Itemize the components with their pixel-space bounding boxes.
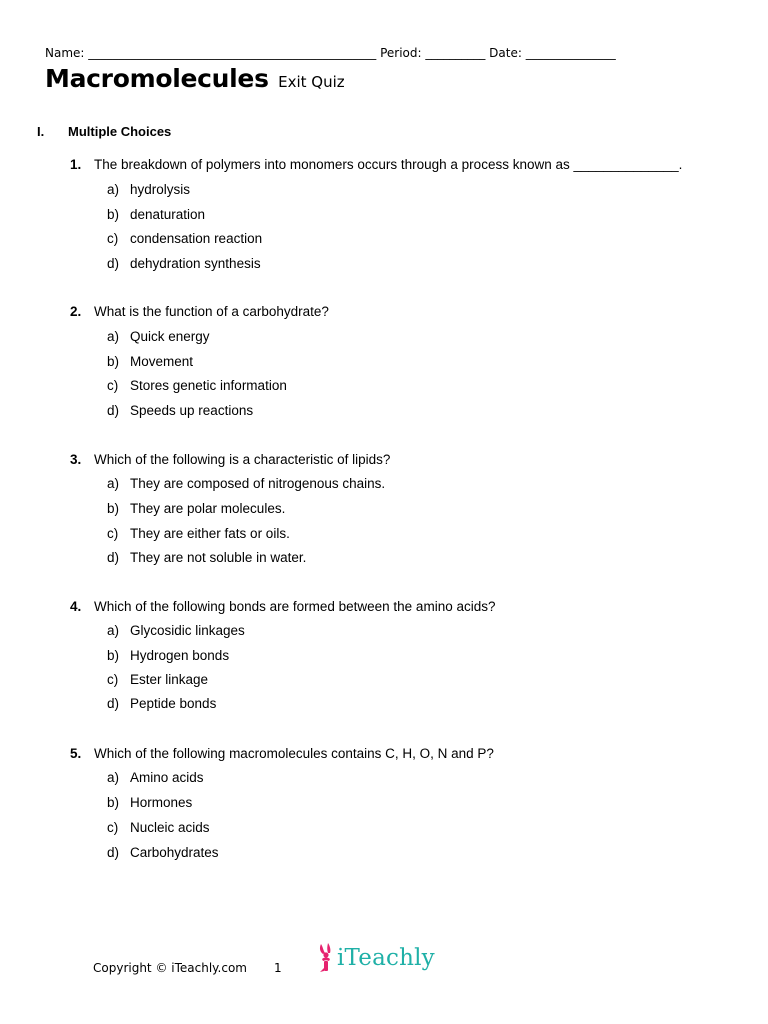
option-letter: d): [107, 550, 120, 565]
option-letter: c): [107, 672, 119, 687]
option-text: Carbohydrates: [130, 845, 219, 860]
option-c: [107, 526, 290, 541]
option-d: [107, 256, 261, 271]
option-letter: c): [107, 378, 119, 393]
question-number: 2.: [70, 304, 82, 319]
option-letter: a): [107, 182, 120, 197]
option-d: [107, 845, 219, 860]
logo-text: iTeachly: [337, 945, 435, 971]
title-main: Macromolecules: [45, 64, 269, 93]
option-letter: b): [107, 501, 120, 516]
section-label: Multiple Choices: [68, 124, 172, 139]
option-c: [107, 672, 208, 687]
option-a: [107, 329, 210, 344]
question-stem: [70, 304, 329, 319]
option-text: Hormones: [130, 795, 193, 810]
section-heading: [37, 124, 171, 139]
option-a: [107, 476, 385, 491]
option-b: [107, 648, 229, 663]
iteachly-logo: [316, 942, 435, 974]
option-letter: a): [107, 770, 120, 785]
question-text: The breakdown of polymers into monomers occurs through a process known as ______________.: [94, 157, 683, 172]
option-c: [107, 231, 262, 246]
question-stem: [70, 746, 494, 761]
option-text: They are composed of nitrogenous chains.: [130, 476, 386, 491]
option-letter: a): [107, 329, 120, 344]
section-number: I.: [37, 124, 45, 139]
question-number: 1.: [70, 157, 82, 172]
option-text: Speeds up reactions: [130, 403, 254, 418]
option-letter: b): [107, 648, 120, 663]
option-text: Stores genetic information: [130, 378, 287, 393]
question-text: Which of the following macromolecules contains C, H, O, N and P?: [94, 746, 494, 761]
option-text: They are either fats or oils.: [130, 526, 290, 541]
question-text: Which of the following is a characteristic of lipids?: [94, 452, 391, 467]
option-a: [107, 623, 245, 638]
option-text: denaturation: [130, 207, 206, 222]
option-text: Glycosidic linkages: [130, 623, 245, 638]
option-b: [107, 501, 285, 516]
option-letter: d): [107, 403, 120, 418]
option-text: Movement: [130, 354, 194, 369]
option-letter: d): [107, 696, 120, 711]
option-a: [107, 182, 190, 197]
option-letter: b): [107, 795, 120, 810]
question-number: 3.: [70, 452, 82, 467]
option-b: [107, 795, 192, 810]
option-text: Amino acids: [130, 770, 204, 785]
option-text: condensation reaction: [130, 231, 263, 246]
option-letter: b): [107, 207, 120, 222]
option-letter: d): [107, 845, 120, 860]
option-a: [107, 770, 204, 785]
option-text: Quick energy: [130, 329, 210, 344]
option-text: dehydration synthesis: [130, 256, 261, 271]
option-letter: b): [107, 354, 120, 369]
option-b: [107, 354, 193, 369]
option-b: [107, 207, 205, 222]
option-letter: a): [107, 476, 120, 491]
option-text: hydrolysis: [130, 182, 191, 197]
option-c: [107, 820, 210, 835]
option-letter: d): [107, 256, 120, 271]
option-d: [107, 403, 253, 418]
question-stem: [70, 157, 682, 172]
option-text: They are polar molecules.: [130, 501, 286, 516]
title-subtitle: Exit Quiz: [278, 73, 345, 91]
question-stem: [70, 452, 390, 467]
option-d: [107, 550, 306, 565]
option-text: Hydrogen bonds: [130, 648, 230, 663]
option-text: Peptide bonds: [130, 696, 217, 711]
page-title: [45, 64, 345, 93]
option-text: Nucleic acids: [130, 820, 210, 835]
option-letter: c): [107, 526, 119, 541]
question-stem: [70, 599, 495, 614]
option-d: [107, 696, 216, 711]
option-letter: a): [107, 623, 120, 638]
question-number: 4.: [70, 599, 82, 614]
question-text: What is the function of a carbohydrate?: [94, 304, 329, 319]
name-period-date-line: Name: ________________________________________________ Period: __________ Date: _______________: [45, 46, 616, 60]
question-text: Which of the following bonds are formed between the amino acids?: [94, 599, 496, 614]
option-c: [107, 378, 287, 393]
option-text: They are not soluble in water.: [130, 550, 307, 565]
question-number: 5.: [70, 746, 82, 761]
option-letter: c): [107, 231, 119, 246]
option-text: Ester linkage: [130, 672, 209, 687]
bunny-icon: [316, 942, 336, 974]
copyright-notice: Copyright © iTeachly.com: [93, 961, 247, 975]
option-letter: c): [107, 820, 119, 835]
page-number: 1: [274, 961, 282, 975]
